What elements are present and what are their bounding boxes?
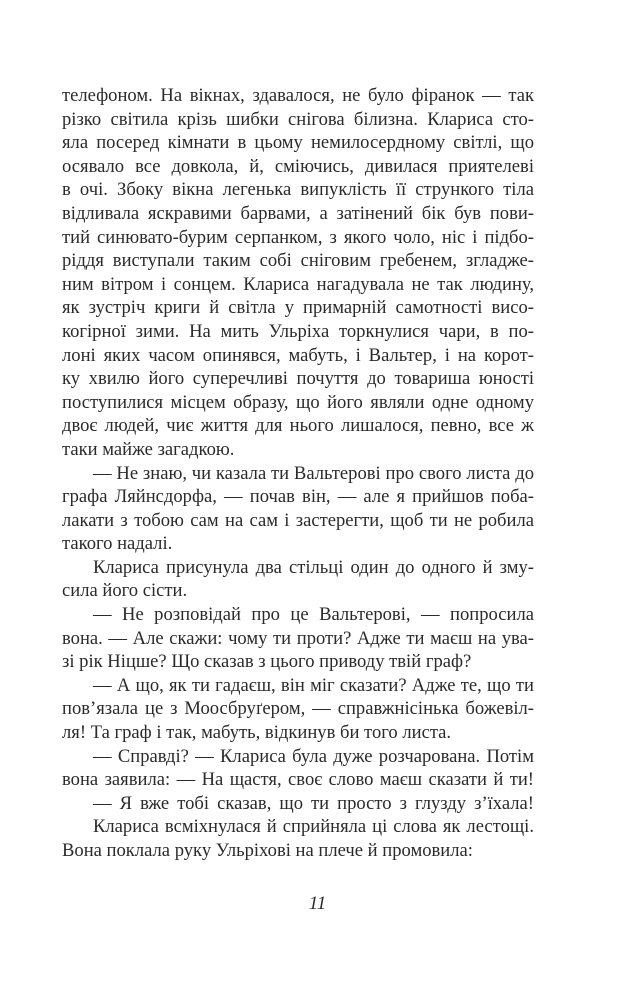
text-line: як зустріч криги й світла у примарній самотності висо- xyxy=(62,297,534,319)
text-line: — Я вже тобі сказав, що ти просто з глузду з’їхала! xyxy=(93,792,534,814)
text-line: вона заявила: — На щастя, своє слово маєш сказати й ти! xyxy=(62,769,534,791)
text-line: — Не розповідай про це Вальтерові, — попросила xyxy=(93,604,534,626)
text-line: ку хвилю його суперечливі почуття до товариша юності xyxy=(62,368,534,390)
text-line: відливала яскравими барвами, а затінений бік був пови- xyxy=(62,202,534,224)
text-line: двоє людей, чиє життя для нього лишалося, певно, все ж xyxy=(62,415,534,437)
text-line: різко світила крізь шибки снігова білизна. Клариса сто- xyxy=(62,108,534,130)
text-line: лоні яких часом опинявся, мабуть, і Вальтер, і на корот- xyxy=(62,344,534,366)
text-line: вона. — Але скажи: чому ти проти? Адже ти маєш на ува- xyxy=(62,627,534,649)
text-line: поступилися місцем образу, що його являли одне одному xyxy=(62,391,534,413)
text-line: Клариса всміхнулася й сприйняла ці слова як лестощі. xyxy=(93,816,534,838)
text-line: осявало все довкола, й, сміючись, дивилася приятелеві xyxy=(62,155,534,177)
text-line: — Не знаю, чи казала ти Вальтерові про свого листа до xyxy=(93,462,534,484)
text-line: лакати з тобою сам на сам і застерегти, щоб ти не робила xyxy=(62,509,534,531)
text-line: яла посеред кімнати в цьому немилосердному світлі, що xyxy=(62,132,534,154)
text-line: сила його сісти. xyxy=(62,580,188,602)
text-line: таки майже загадкою. xyxy=(62,438,235,460)
text-line: графа Ляйнсдорфа, — почав він, — але я прийшов поба- xyxy=(62,486,534,508)
text-line: тий синювато-бурим серпанком, з якого чоло, ніс і підбо- xyxy=(62,226,534,248)
text-line: — Справді? — Клариса була дуже розчарована. Потім xyxy=(93,745,534,767)
text-line: Клариса присунула два стільці один до одного й зму- xyxy=(93,556,534,578)
text-line: в очі. Збоку вікна легенька випуклість її стрункого тіла xyxy=(62,179,534,201)
text-line: Вона поклала руку Ульріхові на плече й промовила: xyxy=(62,840,473,861)
text-line: такого надалі. xyxy=(62,533,173,555)
page-number: 11 xyxy=(308,893,327,914)
text-line: телефоном. На вікнах, здавалося, не було фіранок — так xyxy=(62,85,534,106)
text-line: ля! Та граф і так, мабуть, відкинув би того листа. xyxy=(62,722,452,744)
text-line: пов’язала це з Моосбруґером, — справжнісінька божевіл- xyxy=(62,698,534,720)
text-line: ріддя виступали таким собі сніговим гребенем, згладже- xyxy=(62,250,534,272)
book-page-text xyxy=(62,84,534,863)
text-line: — А що, як ти гадаєш, він міг сказати? Адже те, що ти xyxy=(93,674,534,696)
text-line: зі рік Ніцше? Що сказав з цього приводу твій граф? xyxy=(62,651,472,673)
text-line: когірної зими. На мить Ульріха торкнулися чари, в по- xyxy=(62,320,534,342)
text-line: ним вітром і сонцем. Клариса нагадувала не так людину, xyxy=(62,273,534,295)
